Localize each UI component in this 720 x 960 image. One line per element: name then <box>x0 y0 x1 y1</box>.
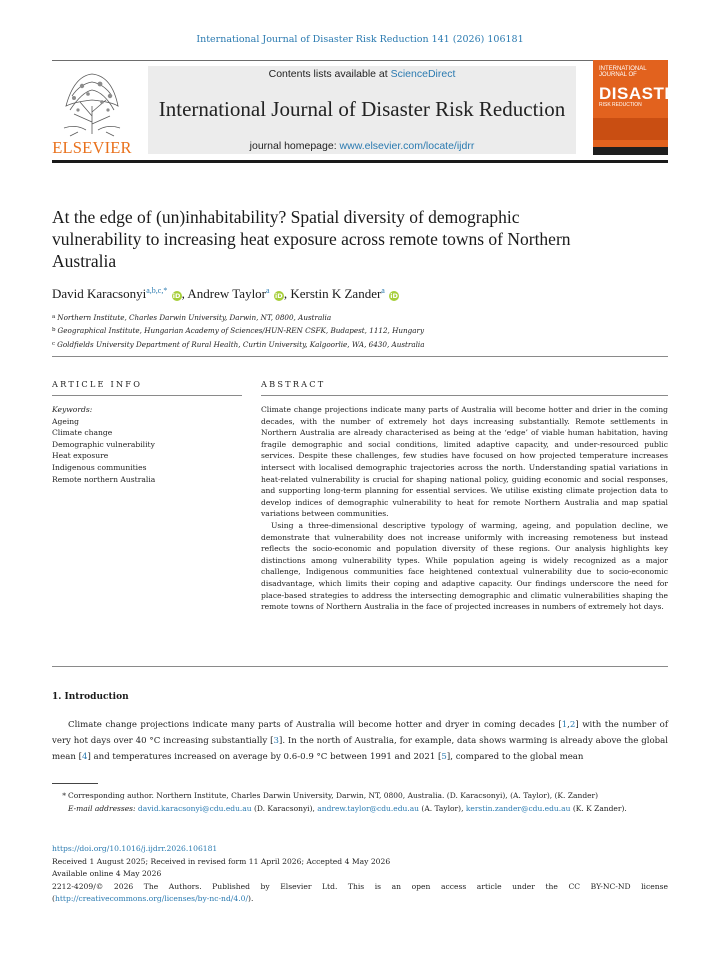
author-affiliation-marks[interactable]: a,b,c,* <box>146 286 168 295</box>
corresponding-text: Corresponding author. Northern Institute, Charles Darwin University, Darwin, NT, 0800, Australia. (D. Karacsonyi), (A. Taylor), (K. Zander) <box>68 791 599 800</box>
email-owner: (A. Taylor), <box>419 804 466 814</box>
keyword-item: Heat exposure <box>52 451 109 461</box>
text-run: ] with the number of very hot days over 40 °C increasing substantially [ <box>52 720 669 746</box>
author-name[interactable]: Kerstin K Zander <box>290 286 382 301</box>
keyword-item: Climate change <box>52 428 113 438</box>
email-owner: (K. K Zander). <box>570 804 627 814</box>
article-title: At the edge of (un)inhabitability? Spatial diversity of demographic vulnerability to increasing heat exposure across remote towns of Northern Australia <box>52 207 571 271</box>
author-name[interactable]: Andrew Taylor <box>187 286 267 301</box>
cover-footer-strip <box>593 147 668 155</box>
license-link[interactable]: http://creativecommons.org/licenses/by-nc-nd/4.0/ <box>54 894 249 904</box>
cover-line2: DISASTER <box>599 84 689 103</box>
citation-link[interactable]: 5 <box>441 751 447 762</box>
citation-link[interactable]: 2 <box>569 720 576 730</box>
divider <box>52 395 242 396</box>
footnote-star: * <box>62 791 66 800</box>
section-heading: 1. Introduction <box>52 692 129 702</box>
keywords-label: Keywords: <box>52 405 93 414</box>
available-online: Available online 4 May 2026 <box>52 869 162 879</box>
text-run: Climate change projections indicate many parts of Australia will become hotter and dryer in coming decades [ <box>68 720 562 730</box>
abstract-body <box>261 404 668 613</box>
citation-link[interactable]: 1 <box>561 720 568 730</box>
masthead-bottom-rule <box>52 160 668 163</box>
affiliation-text: Geographical Institute, Hungarian Academy of Sciences/HUN-REN CSFK, Budapest, 1112, Hungary <box>57 326 425 336</box>
contents-prefix: Contents lists available at <box>268 68 391 80</box>
email-link[interactable]: david.karacsonyi@cdu.edu.au <box>137 804 252 814</box>
abstract-heading: ABSTRACT <box>261 379 326 389</box>
citation-link[interactable]: 4 <box>81 751 88 762</box>
journal-cover-thumbnail[interactable] <box>593 60 689 155</box>
citation-link[interactable]: 3 <box>273 735 279 746</box>
doi-link[interactable]: https://doi.org/10.1016/j.ijdrr.2026.106181 <box>52 844 218 853</box>
article-info-heading: ARTICLE INFO <box>52 379 143 389</box>
author-name[interactable]: David Karacsonyi <box>52 286 147 301</box>
affiliation-mark: c <box>52 340 56 347</box>
affiliation-mark: b <box>52 327 56 334</box>
received-dates: Received 1 August 2025; Received in revised form 11 April 2026; Accepted 4 May 2026 <box>52 856 391 866</box>
author-affiliation-marks[interactable]: a <box>381 286 385 295</box>
affiliation-text: Northern Institute, Charles Darwin University, Darwin, NT, 0800, Australia <box>57 313 332 322</box>
license-statement <box>52 881 668 906</box>
text-run: ]. In the north of Australia, for example, data shows warming is already above the global mean [ <box>52 735 668 762</box>
divider <box>52 356 668 357</box>
cover-band <box>593 118 668 140</box>
keywords-block <box>52 404 232 485</box>
email-link[interactable]: kerstin.zander@cdu.edu.au <box>465 804 571 814</box>
masthead-top-rule <box>52 60 668 61</box>
affiliation-item <box>52 311 652 324</box>
license-text: 2212-4209/© 2026 The Authors. Published by Elsevier Ltd. This is an open access article under the CC BY-NC-ND license ( <box>52 881 668 904</box>
abstract-paragraph: Using a three-dimensional descriptive typology of warming, ageing, and population decline, we demonstrate that vulnerability does not increase uniformly with increasing remoteness but instead reflects the socio-economic and population diversity of these regions. Our analysis highlights key distinctions among vulnerability types. While population ageing is widely recognized as a major challenge, Indigenous communities face heightened contextual vulnerability due to socio-economic disadvantage, which limits their coping and adaptive capacity. Our findings underscore the need for place-based strategies to address the intersecting demographic and climatic vulnerabilities shaping the remote towns of Northern Australia in the face of projected increases in numbers of extremely hot days. <box>261 520 668 612</box>
keyword-item: Demographic vulnerability <box>52 439 155 449</box>
cover-line1: INTERNATIONAL JOURNAL OF <box>599 66 647 79</box>
affiliation-item <box>52 338 652 351</box>
text-run: ], compared to the global mean <box>446 751 584 762</box>
homepage-prefix: journal homepage: <box>249 140 340 152</box>
body-paragraph <box>52 718 668 765</box>
orcid-icon[interactable]: iD <box>172 292 181 300</box>
keyword-item: Indigenous communities <box>52 462 147 472</box>
keyword-item: Remote northern Australia <box>52 474 156 484</box>
license-end: ). <box>248 894 254 904</box>
email-owner: (D. Karacsonyi), <box>251 804 318 814</box>
affiliation-item <box>52 324 652 337</box>
contents-available-line <box>148 68 576 80</box>
publication-info <box>52 843 668 906</box>
affiliation-mark: a <box>52 314 56 320</box>
abstract-paragraph: Climate change projections indicate many parts of Australia will become hotter and drier in the coming decades, with the number of extremely hot days increasing substantially. Remote settlements in Northern Australia are already characterised as being at the ‘edge’ of viable human habitation, having fragile demographic and social conditions, limited adaptive capacity, and under-resourced public services. Despite these challenges, few studies have focused on how projected temperature increases intersect with localised demographic trajectories across the north. Understanding spatial variations in heat-related vulnerability is crucial for shaping national policy, guiding economic and social responses, and supporting long-term planning for essential services. We utilise existing climate projection data to develop indices of demographic vulnerability to heat for remote Northern Australia and map spatial variations between communities. <box>261 405 668 519</box>
footnote <box>52 789 668 815</box>
author-list: David Karacsonyi$^{a,b,c,*}$ iD, Andrew Taylor$^a$ iD, Kerstin K Zander$^a$ iD <box>52 286 398 301</box>
author-affiliation-marks[interactable]: a <box>266 286 270 295</box>
journal-homepage-line <box>148 140 576 152</box>
journal-homepage-link[interactable]: www.elsevier.com/locate/ijdrr <box>339 140 475 152</box>
divider <box>261 395 668 396</box>
sciencedirect-link[interactable]: ScienceDirect <box>390 68 456 80</box>
running-head[interactable]: International Journal of Disaster Risk Reduction 141 (2026) 106181 <box>196 34 524 45</box>
text-run: , <box>567 720 570 730</box>
keyword-item: Ageing <box>52 416 80 426</box>
email-label: E-mail addresses: <box>68 804 136 814</box>
email-link[interactable]: andrew.taylor@cdu.edu.au <box>317 804 420 814</box>
corresponding-author-note <box>52 789 668 802</box>
affiliations <box>52 311 652 351</box>
divider <box>52 666 668 667</box>
text-run: ] and temperatures increased on average by 0.6-0.9 °C between 1991 and 2021 [ <box>87 751 442 762</box>
orcid-icon[interactable]: iD <box>390 292 398 300</box>
affiliation-text: Goldfields University Department of Rural Health, Curtin University, Kalgoorlie, WA, 6430, Australia <box>57 339 425 349</box>
journal-title: International Journal of Disaster Risk Reduction <box>158 97 566 121</box>
cover-line3: RISK REDUCTION <box>599 102 642 108</box>
footnote-rule <box>52 783 98 784</box>
orcid-icon[interactable]: iD <box>275 292 283 300</box>
email-line <box>52 802 668 815</box>
elsevier-wordmark[interactable]: ELSEVIER <box>52 138 132 157</box>
